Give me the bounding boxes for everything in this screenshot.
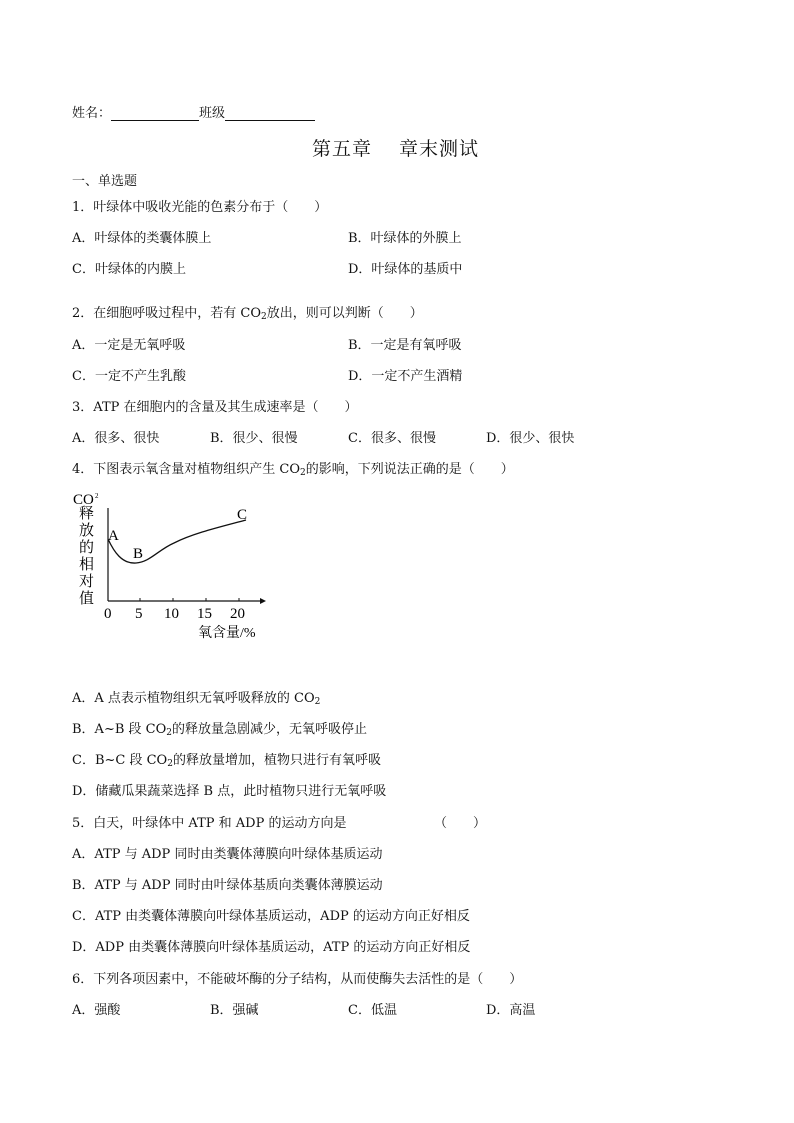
q1-option-a[interactable]: A．叶绿体的类囊体膜上 [72, 231, 212, 246]
q4-option-c[interactable] [72, 749, 381, 768]
q4-subscript: 2 [300, 468, 306, 478]
q4-stem-text-end: 的影响，下列说法正确的是（ ） [305, 462, 514, 477]
q1-option-d[interactable]: D．叶绿体的基质中 [348, 262, 463, 277]
x-tick-label: 10 [164, 606, 179, 622]
q3-option-a[interactable]: A．很多、很快 [72, 431, 160, 446]
y-axis-char: 值 [79, 591, 95, 607]
q2-option-c[interactable]: C．一定不产生乳酸 [72, 369, 186, 384]
x-tick-label: 0 [104, 606, 112, 622]
q1-option-b[interactable]: B．叶绿体的外膜上 [348, 231, 462, 246]
q5-option-d[interactable]: D．ADP 由类囊体薄膜向叶绿体基质运动，ATP 的运动方向正好相反 [72, 940, 471, 955]
question-5-answer-paren: （ ） [434, 816, 487, 831]
student-info-line [72, 102, 315, 121]
q4-option-c-text: C．B~C 段 CO [72, 753, 168, 768]
q4-option-b-text: B．A~B 段 CO [72, 722, 167, 737]
question-1-stem: 1．叶绿体中吸收光能的色素分布于（ ） [72, 200, 328, 215]
name-label: 姓名： [72, 106, 112, 121]
x-axis-arrow [260, 598, 266, 604]
co2-release-curve [108, 520, 246, 563]
q6-option-c[interactable]: C．低温 [348, 1003, 397, 1018]
x-tick-label: 5 [135, 606, 143, 622]
q5-option-c[interactable]: C．ATP 由类囊体薄膜向叶绿体基质运动，ADP 的运动方向正好相反 [72, 909, 470, 924]
page-title: 第五章 章末测试 [312, 138, 480, 160]
section-heading: 一、单选题 [72, 174, 138, 189]
q3-option-b[interactable]: B．很少、很慢 [210, 431, 298, 446]
q1-option-c[interactable]: C．叶绿体的内膜上 [72, 262, 186, 277]
q4-stem-text: 4．下图表示氧含量对植物组织产生 CO [72, 462, 301, 477]
q4-option-a[interactable] [72, 687, 320, 706]
q5-option-a[interactable]: A．ATP 与 ADP 同时由类囊体薄膜向叶绿体基质运动 [72, 847, 383, 862]
q4-option-c-text-end: 的释放量增加，植物只进行有氧呼吸 [172, 753, 381, 768]
class-label: 班级 [199, 106, 226, 121]
question-5-stem: 5．白天，叶绿体中 ATP 和 ADP 的运动方向是 [72, 816, 347, 831]
q4-option-a-text: A．A 点表示植物组织无氧呼吸释放的 CO [72, 691, 315, 706]
q4-option-d[interactable]: D．储藏瓜果蔬菜选择 B 点，此时植物只进行无氧呼吸 [72, 784, 387, 799]
q6-option-a[interactable]: A．强酸 [72, 1003, 121, 1018]
q5-option-b[interactable]: B．ATP 与 ADP 同时由叶绿体基质向类囊体薄膜运动 [72, 878, 383, 893]
name-blank[interactable] [111, 107, 199, 121]
q6-option-b[interactable]: B．强碱 [210, 1003, 259, 1018]
q2-stem-text: 2．在细胞呼吸过程中，若有 CO [72, 306, 262, 321]
point-c-label: C [237, 507, 248, 523]
y-axis-char: 放 [79, 523, 95, 539]
class-blank[interactable] [225, 107, 315, 121]
y-axis-char: 的 [79, 540, 95, 556]
q2-subscript: 2 [261, 312, 267, 322]
q2-option-d[interactable]: D．一定不产生酒精 [348, 369, 463, 384]
point-b-label: B [133, 546, 144, 562]
q4-option-b[interactable] [72, 718, 367, 737]
point-a-label: A [108, 528, 119, 544]
x-axis-label: 氧含量/% [198, 626, 256, 641]
question-2-stem [72, 302, 423, 321]
x-tick-label: 15 [197, 606, 212, 622]
q3-option-d[interactable]: D．很少、很快 [486, 431, 575, 446]
oxygen-co2-figure [70, 486, 280, 646]
q4-option-c-subscript: 2 [167, 759, 173, 769]
y-axis-label-subscript: 2 [95, 492, 99, 500]
question-6-stem: 6．下列各项因素中，不能破坏酶的分子结构，从而使酶失去活性的是（ ） [72, 972, 523, 987]
q2-option-b[interactable]: B．一定是有氧呼吸 [348, 338, 462, 353]
question-4-stem [72, 458, 514, 477]
x-tick-label: 20 [230, 606, 245, 622]
q4-option-a-subscript: 2 [314, 697, 321, 707]
q2-option-a[interactable]: A．一定是无氧呼吸 [72, 338, 186, 353]
question-3-stem: 3．ATP 在细胞内的含量及其生成速率是（ ） [72, 400, 358, 415]
q3-option-c[interactable]: C．很多、很慢 [348, 431, 436, 446]
y-axis-label-co2: CO [73, 492, 94, 508]
y-axis-char: 释 [79, 506, 95, 522]
q6-option-d[interactable]: D．高温 [486, 1003, 536, 1018]
y-axis-char: 相 [79, 557, 95, 573]
q4-option-b-text-end: 的释放量急剧减少，无氧呼吸停止 [172, 722, 368, 737]
q2-stem-text-end: 放出，则可以判断（ ） [266, 306, 423, 321]
q4-option-b-subscript: 2 [166, 728, 172, 738]
y-axis-char: 对 [79, 574, 95, 590]
